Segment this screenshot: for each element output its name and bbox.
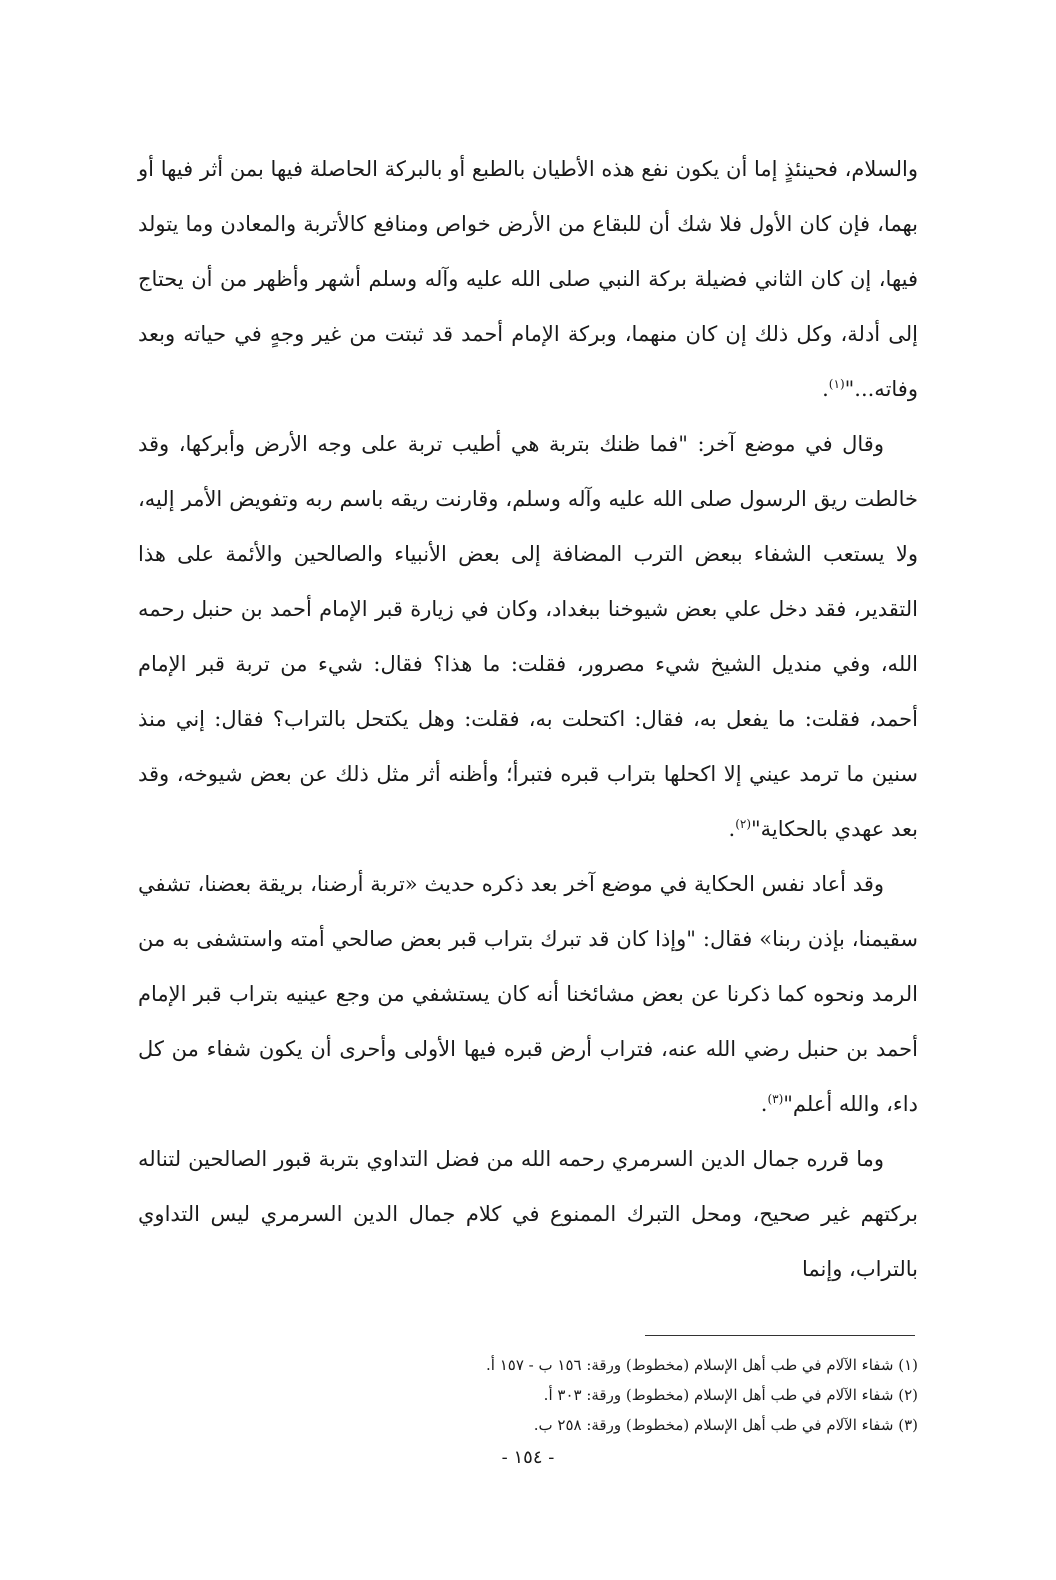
footnote-2: (٢) شفاء الآلام في طب أهل الإسلام (مخطوط) ورقة: ٣٠٣ أ. <box>543 1386 918 1404</box>
body-text <box>138 142 918 1297</box>
paragraph-1 <box>138 142 918 417</box>
paragraph-4 <box>138 1132 918 1297</box>
page-number: - ١٥٤ - <box>501 1447 555 1468</box>
paragraph-text: وما قرره جمال الدين السرمري رحمه الله من فضل التداوي بتربة قبور الصالحين لتناله بركتهم غير صحيح، ومحل التبرك الممنوع في كلام جمال الدين السرمري ليس التداوي بالتراب، وإنما <box>138 1147 918 1281</box>
footnote-ref-1: (١) <box>828 377 845 391</box>
footnote-ref-2: (٢) <box>735 817 752 831</box>
footnote-1: (١) شفاء الآلام في طب أهل الإسلام (مخطوط) ورقة: ١٥٦ ب - ١٥٧ أ. <box>486 1356 918 1374</box>
paragraph-end: . <box>822 377 829 401</box>
paragraph-text: وقال في موضع آخر: "فما ظنك بتربة هي أطيب تربة على وجه الأرض وأبركها، وقد خالطت ريق الرسول صلى الله عليه وآله وسلم، وقارنت ريقه باسم ربه وتفويض الأمر إليه، ولا يستعب الشفاء ببعض الترب المضافة إلى بعض الأنبياء والصالحين والأئمة على هذا التقدير، فقد دخل علي بعض شيوخنا ببغداد، وكان في زيارة قبر الإمام أحمد بن حنبل رحمه الله، وفي منديل الشيخ شيء مصرور، فقلت: ما هذا؟ فقال: شيء من تربة قبر الإمام أحمد، فقلت: ما يفعل به، فقال: اكتحلت به، فقلت: وهل يكتحل بالتراب؟ فقال: إني منذ سنين ما ترمد عيني إلا اكحلها بتراب قبره فتبرأ؛ وأظنه أثر مثل ذلك عن بعض شيوخه، وقد بعد عهدي بالحكاية" <box>138 432 918 841</box>
paragraph-end: . <box>728 817 736 841</box>
footnotes <box>300 1350 918 1440</box>
footnote-3: (٣) شفاء الآلام في طب أهل الإسلام (مخطوط) ورقة: ٢٥٨ ب. <box>533 1416 918 1434</box>
paragraph-text: وقد أعاد نفس الحكاية في موضع آخر بعد ذكره حديث «تربة أرضنا، بريقة بعضنا، تشفي سقيمنا، بإذن ربنا» فقال: "وإذا كان قد تبرك بتراب قبر بعض صالحي أمته واستشفى به من الرمد ونحوه كما ذكرنا عن بعض مشائخنا أنه كان يستشفي من وجع عينيه بتراب قبر الإمام أحمد بن حنبل رضي الله عنه، فتراب أرض قبره فيها الأولى وأحرى أن يكون شفاء من كل داء، والله أعلم" <box>138 872 918 1116</box>
paragraph-end: . <box>760 1092 768 1116</box>
paragraph-3 <box>138 857 918 1132</box>
paragraph-text: والسلام، فحينئذٍ إما أن يكون نفع هذه الأطيان بالطبع أو بالبركة الحاصلة فيها بمن أثر فيها أو بهما، فإن كان الأول فلا شك أن للبقاع من الأرض خواص ومنافع كالأتربة والمعادن وما يتولد فيها، إن كان الثاني فضيلة بركة النبي صلى الله عليه وآله وسلم أشهر وأظهر من أن يحتاج إلى أدلة، وكل ذلك إن كان منهما، وبركة الإمام أحمد قد ثبتت من غير وجهٍ في حياته وبعد وفاته..." <box>138 157 918 401</box>
footnote-ref-3: (٣) <box>767 1092 784 1106</box>
paragraph-2 <box>138 417 918 857</box>
footnote-separator <box>645 1335 915 1336</box>
